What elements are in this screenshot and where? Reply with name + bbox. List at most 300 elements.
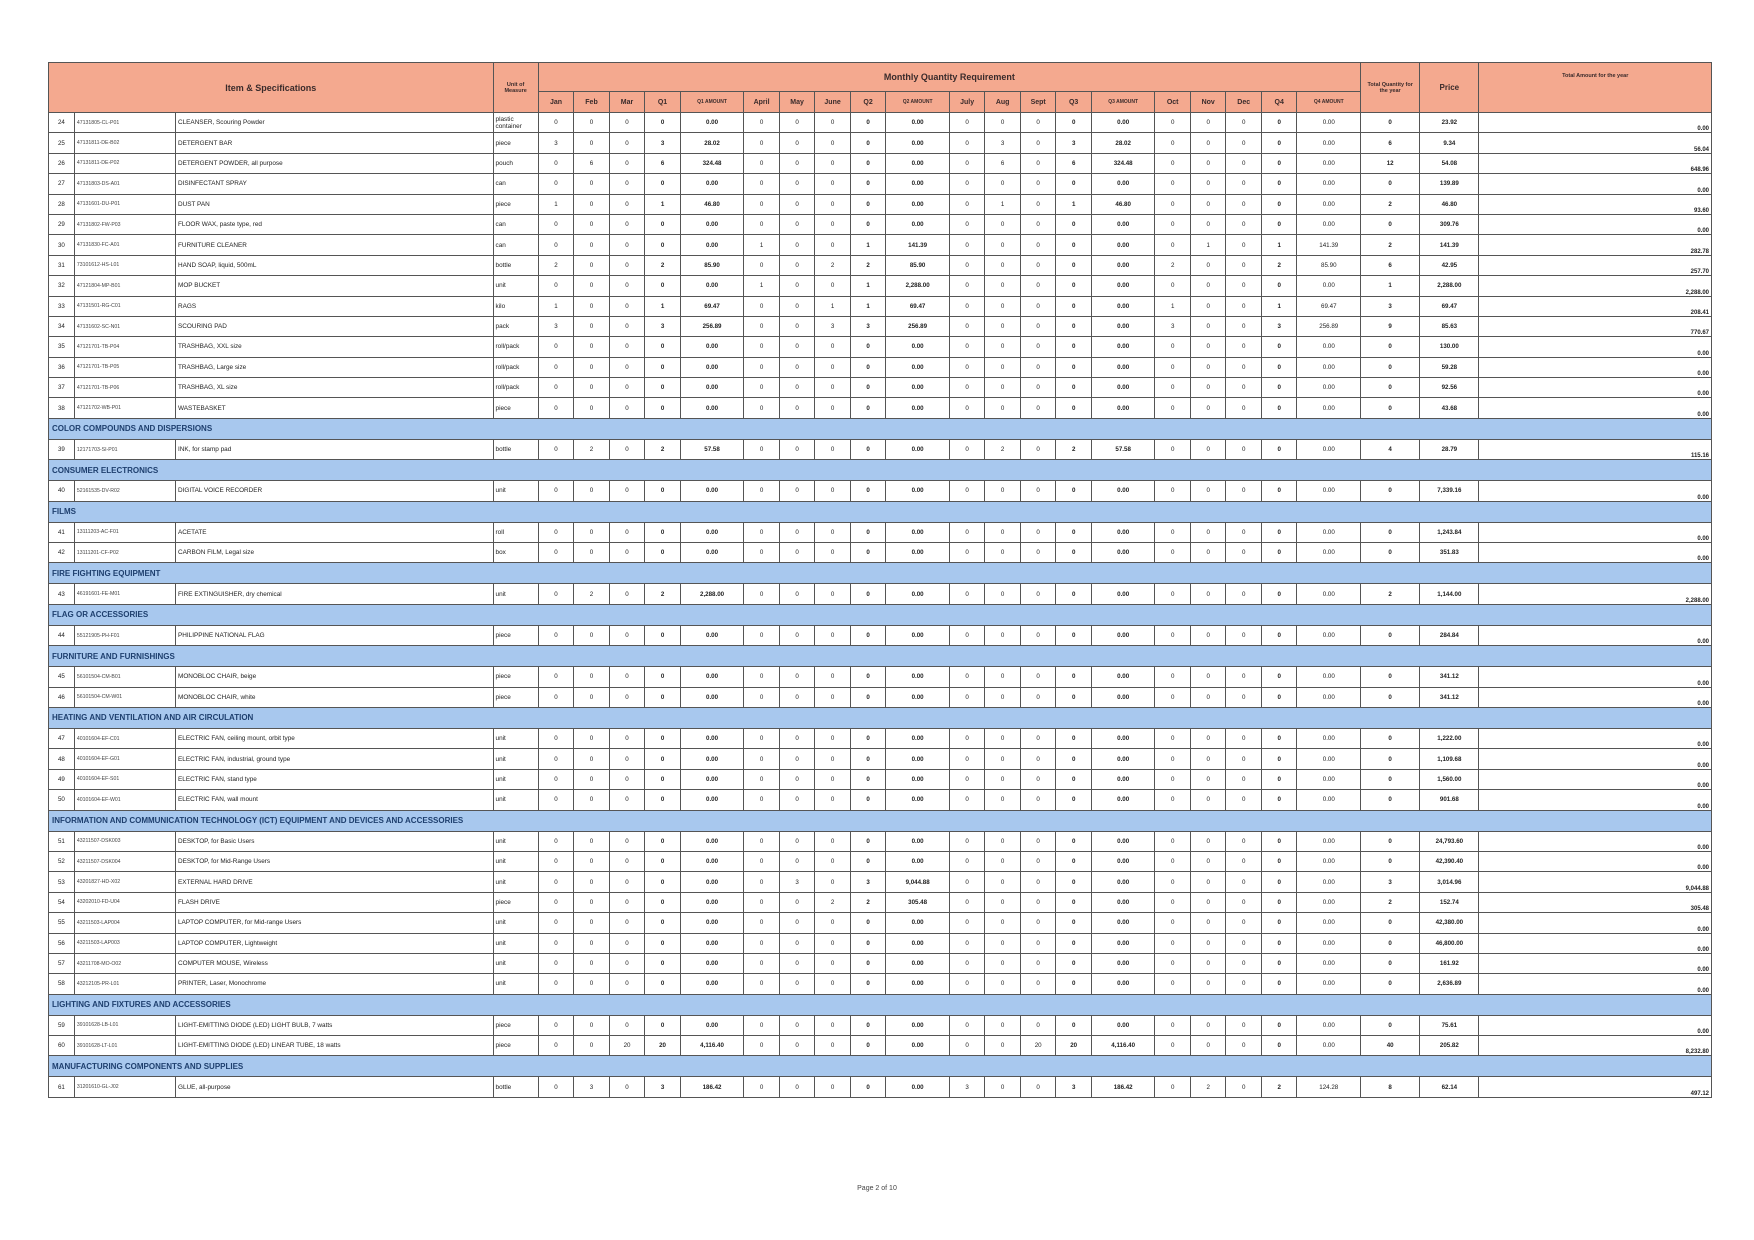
q1-amount: 0.00: [680, 174, 744, 194]
q3-month-2: 2: [985, 439, 1021, 459]
month-header-12: Sept: [1020, 92, 1056, 113]
q2-month-1: 1: [744, 276, 780, 296]
q2-month-1: 0: [744, 316, 780, 336]
q1-month-1: 1: [538, 194, 574, 214]
q3-month-3: 0: [1020, 1015, 1056, 1035]
q1-month-3: 0: [609, 913, 645, 933]
price: 46,800.00: [1420, 933, 1479, 953]
total-quantity: 0: [1361, 214, 1420, 234]
total-quantity: 0: [1361, 749, 1420, 769]
item-code: 47121701-TB-P06: [74, 378, 175, 398]
q1-amount: 0.00: [680, 728, 744, 748]
price: 42,390.40: [1420, 851, 1479, 871]
q4-month-2: 0: [1190, 584, 1226, 604]
q2-month-2: 0: [779, 687, 815, 707]
q3-total: 0: [1056, 316, 1092, 336]
total-amount: 0.00: [1479, 831, 1712, 851]
row-number: 45: [49, 667, 75, 687]
q1-month-1: 0: [538, 439, 574, 459]
row-number: 38: [49, 398, 75, 418]
q1-total: 0: [645, 357, 681, 377]
q4-total: 3: [1261, 316, 1297, 336]
q2-amount: 141.39: [886, 235, 950, 255]
q1-month-3: 0: [609, 214, 645, 234]
table-row: [49, 1015, 1712, 1035]
q3-total: 20: [1056, 1036, 1092, 1056]
q1-total: 0: [645, 872, 681, 892]
table-row: [49, 439, 1712, 459]
row-number: 24: [49, 113, 75, 133]
q4-month-3: 0: [1226, 276, 1262, 296]
q4-amount: 0.00: [1297, 913, 1361, 933]
q3-month-2: 0: [985, 913, 1021, 933]
q3-amount: 0.00: [1091, 749, 1155, 769]
q4-month-2: 0: [1190, 790, 1226, 810]
q3-month-1: 0: [949, 892, 985, 912]
q1-amount: 0.00: [680, 769, 744, 789]
category-label: INFORMATION AND COMMUNICATION TECHNOLOGY (ICT) EQUIPMENT AND DEVICES AND ACCESSORIES: [49, 810, 1712, 831]
category-row: [49, 994, 1712, 1015]
q2-month-1: 0: [744, 769, 780, 789]
q3-month-3: 0: [1020, 214, 1056, 234]
q1-month-3: 0: [609, 851, 645, 871]
q1-amount: 0.00: [680, 933, 744, 953]
total-quantity: 2: [1361, 892, 1420, 912]
q3-month-2: 0: [985, 255, 1021, 275]
unit-of-measure: unit: [493, 728, 538, 748]
category-row: [49, 646, 1712, 667]
table-row: [49, 337, 1712, 357]
item-code: 47121701-TB-P04: [74, 337, 175, 357]
q4-month-1: 0: [1155, 235, 1191, 255]
q1-month-2: 0: [574, 214, 610, 234]
q3-month-2: 0: [985, 1015, 1021, 1035]
price: 205.82: [1420, 1036, 1479, 1056]
q3-month-2: 0: [985, 933, 1021, 953]
q2-amount: 0.00: [886, 357, 950, 377]
total-quantity: 0: [1361, 974, 1420, 994]
q2-amount: 0.00: [886, 913, 950, 933]
q2-month-1: 0: [744, 687, 780, 707]
q1-month-2: 0: [574, 892, 610, 912]
q1-total: 0: [645, 398, 681, 418]
price: 309.76: [1420, 214, 1479, 234]
unit-of-measure: piece: [493, 398, 538, 418]
q2-month-3: 0: [815, 667, 851, 687]
table-row: [49, 543, 1712, 563]
q4-month-3: 0: [1226, 872, 1262, 892]
q2-month-2: 0: [779, 133, 815, 153]
q4-month-1: 0: [1155, 1015, 1191, 1035]
category-label: HEATING AND VENTILATION AND AIR CIRCULATION: [49, 707, 1712, 728]
total-quantity: 0: [1361, 831, 1420, 851]
q1-total: 0: [645, 749, 681, 769]
q2-month-2: 0: [779, 769, 815, 789]
q2-month-3: 2: [815, 255, 851, 275]
total-amount: 208.41: [1479, 296, 1712, 316]
price: 2,636.89: [1420, 974, 1479, 994]
q4-month-3: 0: [1226, 337, 1262, 357]
price: 28.79: [1420, 439, 1479, 459]
item-name: DUST PAN: [176, 194, 494, 214]
q3-total: 0: [1056, 953, 1092, 973]
q1-month-1: 0: [538, 851, 574, 871]
q2-month-2: 0: [779, 1015, 815, 1035]
price: 341.12: [1420, 687, 1479, 707]
total-amount: 0.00: [1479, 1015, 1712, 1035]
q2-total: 0: [850, 133, 886, 153]
q1-month-1: 0: [538, 1077, 574, 1097]
q3-total: 0: [1056, 255, 1092, 275]
q4-total: 0: [1261, 913, 1297, 933]
q1-month-1: 0: [538, 113, 574, 133]
q1-month-2: 0: [574, 481, 610, 501]
q2-month-3: 0: [815, 974, 851, 994]
item-code: 43211507-DSK004: [74, 851, 175, 871]
q4-total: 0: [1261, 133, 1297, 153]
q3-month-1: 0: [949, 872, 985, 892]
q1-month-3: 0: [609, 974, 645, 994]
unit-of-measure: kilo: [493, 296, 538, 316]
unit-of-measure: unit: [493, 913, 538, 933]
item-code: 43202010-FD-U04: [74, 892, 175, 912]
q2-total: 0: [850, 153, 886, 173]
q1-month-2: 0: [574, 357, 610, 377]
q4-month-3: 0: [1226, 584, 1262, 604]
price: 75.61: [1420, 1015, 1479, 1035]
q4-total: 0: [1261, 625, 1297, 645]
q1-amount: 57.58: [680, 439, 744, 459]
item-code: 40101604-EF-G01: [74, 749, 175, 769]
month-header-17: Dec: [1226, 92, 1262, 113]
unit-of-measure: piece: [493, 133, 538, 153]
item-name: HAND SOAP, liquid, 500mL: [176, 255, 494, 275]
q2-month-3: 0: [815, 625, 851, 645]
header-item-specs: Item & Specifications: [49, 63, 494, 113]
q4-month-1: 0: [1155, 790, 1191, 810]
q2-amount: 0.00: [886, 1036, 950, 1056]
table-row: [49, 235, 1712, 255]
q3-amount: 0.00: [1091, 276, 1155, 296]
q3-month-2: 0: [985, 1077, 1021, 1097]
q1-month-1: 0: [538, 214, 574, 234]
q3-month-2: 0: [985, 831, 1021, 851]
q4-month-2: 0: [1190, 276, 1226, 296]
q1-month-1: 0: [538, 481, 574, 501]
q2-month-1: 0: [744, 892, 780, 912]
q1-month-2: 3: [574, 1077, 610, 1097]
q4-total: 0: [1261, 481, 1297, 501]
month-header-15: Oct: [1155, 92, 1191, 113]
q1-month-2: 0: [574, 255, 610, 275]
item-name: DIGITAL VOICE RECORDER: [176, 481, 494, 501]
price: 24,793.60: [1420, 831, 1479, 851]
price: 92.56: [1420, 378, 1479, 398]
q1-month-1: 0: [538, 174, 574, 194]
q1-month-1: 0: [538, 974, 574, 994]
q1-amount: 0.00: [680, 398, 744, 418]
total-quantity: 0: [1361, 398, 1420, 418]
category-label: FURNITURE AND FURNISHINGS: [49, 646, 1712, 667]
q3-month-2: 0: [985, 296, 1021, 316]
q4-month-2: 0: [1190, 133, 1226, 153]
q3-amount: 0.00: [1091, 1015, 1155, 1035]
q4-month-3: 0: [1226, 790, 1262, 810]
total-quantity: 2: [1361, 584, 1420, 604]
q3-month-1: 0: [949, 584, 985, 604]
row-number: 43: [49, 584, 75, 604]
q2-amount: 0.00: [886, 769, 950, 789]
total-quantity: 0: [1361, 625, 1420, 645]
q4-total: 0: [1261, 1015, 1297, 1035]
q4-month-3: 0: [1226, 174, 1262, 194]
month-header-18: Q4: [1261, 92, 1297, 113]
q4-amount: 0.00: [1297, 625, 1361, 645]
q4-month-1: 0: [1155, 194, 1191, 214]
q4-total: 0: [1261, 749, 1297, 769]
q1-amount: 85.90: [680, 255, 744, 275]
q4-month-1: 0: [1155, 769, 1191, 789]
unit-of-measure: unit: [493, 790, 538, 810]
item-name: DETERGENT BAR: [176, 133, 494, 153]
q3-month-3: 0: [1020, 974, 1056, 994]
q3-month-2: 0: [985, 625, 1021, 645]
price: 2,288.00: [1420, 276, 1479, 296]
q2-month-3: 0: [815, 728, 851, 748]
q1-total: 2: [645, 439, 681, 459]
q4-month-2: 0: [1190, 316, 1226, 336]
q2-month-2: 0: [779, 892, 815, 912]
row-number: 48: [49, 749, 75, 769]
q1-month-1: 0: [538, 337, 574, 357]
unit-of-measure: unit: [493, 749, 538, 769]
q1-amount: 0.00: [680, 687, 744, 707]
q3-total: 0: [1056, 378, 1092, 398]
q2-amount: 0.00: [886, 749, 950, 769]
q2-month-3: 0: [815, 481, 851, 501]
q3-amount: 0.00: [1091, 235, 1155, 255]
q4-month-2: 0: [1190, 174, 1226, 194]
q3-amount: 0.00: [1091, 790, 1155, 810]
q3-amount: 0.00: [1091, 913, 1155, 933]
unit-of-measure: roll/pack: [493, 378, 538, 398]
q2-month-1: 0: [744, 584, 780, 604]
q3-month-3: 0: [1020, 357, 1056, 377]
q4-month-1: 0: [1155, 174, 1191, 194]
q3-amount: 57.58: [1091, 439, 1155, 459]
price: 42.95: [1420, 255, 1479, 275]
q3-month-2: 0: [985, 276, 1021, 296]
q1-amount: 0.00: [680, 625, 744, 645]
q3-total: 0: [1056, 522, 1092, 542]
q1-amount: 0.00: [680, 749, 744, 769]
q4-month-1: 0: [1155, 1036, 1191, 1056]
q4-month-3: 0: [1226, 378, 1262, 398]
q1-month-3: 0: [609, 749, 645, 769]
q2-month-3: 0: [815, 1077, 851, 1097]
q2-amount: 0.00: [886, 687, 950, 707]
item-name: FLOOR WAX, paste type, red: [176, 214, 494, 234]
q2-month-3: 0: [815, 687, 851, 707]
q3-amount: 0.00: [1091, 522, 1155, 542]
q4-month-2: 0: [1190, 667, 1226, 687]
table-row: [49, 831, 1712, 851]
q2-month-1: 0: [744, 625, 780, 645]
q2-amount: 0.00: [886, 153, 950, 173]
total-amount: 0.00: [1479, 481, 1712, 501]
q3-month-1: 0: [949, 933, 985, 953]
q2-month-2: 0: [779, 174, 815, 194]
q4-month-2: 0: [1190, 851, 1226, 871]
q1-month-2: 0: [574, 749, 610, 769]
q1-amount: 28.02: [680, 133, 744, 153]
item-name: INK, for stamp pad: [176, 439, 494, 459]
category-row: [49, 460, 1712, 481]
q4-month-2: 0: [1190, 872, 1226, 892]
q2-amount: 0.00: [886, 481, 950, 501]
q4-total: 0: [1261, 790, 1297, 810]
q1-amount: 4,116.40: [680, 1036, 744, 1056]
total-amount: 282.78: [1479, 235, 1712, 255]
q3-month-1: 0: [949, 831, 985, 851]
table-row: [49, 872, 1712, 892]
q2-month-2: 0: [779, 276, 815, 296]
item-code: 43211708-MO-O02: [74, 953, 175, 973]
q4-month-3: 0: [1226, 667, 1262, 687]
q2-month-1: 0: [744, 543, 780, 563]
item-code: 13111203-AC-F01: [74, 522, 175, 542]
q2-month-2: 0: [779, 913, 815, 933]
q1-month-2: 2: [574, 439, 610, 459]
q2-month-3: 0: [815, 831, 851, 851]
q4-month-2: 0: [1190, 892, 1226, 912]
q4-total: 0: [1261, 522, 1297, 542]
q3-amount: 0.00: [1091, 687, 1155, 707]
q4-total: 0: [1261, 194, 1297, 214]
q3-amount: 0.00: [1091, 296, 1155, 316]
q1-month-1: 0: [538, 892, 574, 912]
q4-month-1: 0: [1155, 522, 1191, 542]
q4-month-3: 0: [1226, 933, 1262, 953]
row-number: 42: [49, 543, 75, 563]
q1-month-1: 0: [538, 667, 574, 687]
q1-amount: 0.00: [680, 892, 744, 912]
q1-total: 0: [645, 913, 681, 933]
q2-total: 0: [850, 337, 886, 357]
q4-month-1: 0: [1155, 1077, 1191, 1097]
q3-amount: 0.00: [1091, 316, 1155, 336]
row-number: 32: [49, 276, 75, 296]
q2-total: 0: [850, 728, 886, 748]
q3-month-2: 0: [985, 316, 1021, 336]
q2-month-1: 0: [744, 749, 780, 769]
q1-month-2: 0: [574, 1036, 610, 1056]
q3-amount: 0.00: [1091, 851, 1155, 871]
item-name: DESKTOP, for Basic Users: [176, 831, 494, 851]
row-number: 57: [49, 953, 75, 973]
q3-amount: 0.00: [1091, 255, 1155, 275]
q3-amount: 0.00: [1091, 174, 1155, 194]
q1-month-1: 0: [538, 769, 574, 789]
q4-month-3: 0: [1226, 439, 1262, 459]
q1-month-1: 0: [538, 953, 574, 973]
q3-month-3: 0: [1020, 769, 1056, 789]
q1-month-3: 0: [609, 790, 645, 810]
q2-month-3: 0: [815, 872, 851, 892]
table-row: [49, 113, 1712, 133]
q3-amount: 0.00: [1091, 728, 1155, 748]
category-label: MANUFACTURING COMPONENTS AND SUPPLIES: [49, 1056, 1712, 1077]
q3-month-1: 0: [949, 439, 985, 459]
q4-month-1: 0: [1155, 749, 1191, 769]
item-code: 46191601-FE-M01: [74, 584, 175, 604]
q3-month-2: 0: [985, 357, 1021, 377]
price: 42,380.00: [1420, 913, 1479, 933]
unit-of-measure: piece: [493, 625, 538, 645]
q1-month-3: 0: [609, 1015, 645, 1035]
q4-month-2: 0: [1190, 1015, 1226, 1035]
row-number: 40: [49, 481, 75, 501]
unit-of-measure: can: [493, 235, 538, 255]
price: 901.68: [1420, 790, 1479, 810]
total-quantity: 2: [1361, 235, 1420, 255]
q3-amount: 0.00: [1091, 113, 1155, 133]
q2-month-2: 0: [779, 235, 815, 255]
q4-amount: 0.00: [1297, 357, 1361, 377]
total-amount: 93.60: [1479, 194, 1712, 214]
item-name: TRASHBAG, XL size: [176, 378, 494, 398]
q1-month-2: 0: [574, 667, 610, 687]
table-row: [49, 584, 1712, 604]
q3-month-2: 0: [985, 1036, 1021, 1056]
q4-month-2: 0: [1190, 113, 1226, 133]
q4-amount: 0.00: [1297, 667, 1361, 687]
q4-amount: 0.00: [1297, 749, 1361, 769]
q4-month-3: 0: [1226, 851, 1262, 871]
item-name: ACETATE: [176, 522, 494, 542]
q4-total: 0: [1261, 398, 1297, 418]
q4-total: 0: [1261, 872, 1297, 892]
q4-month-1: 2: [1155, 255, 1191, 275]
q4-month-2: 0: [1190, 398, 1226, 418]
category-label: FIRE FIGHTING EQUIPMENT: [49, 563, 1712, 584]
table-row: [49, 398, 1712, 418]
q4-month-3: 0: [1226, 913, 1262, 933]
row-number: 25: [49, 133, 75, 153]
q4-month-2: 0: [1190, 153, 1226, 173]
q3-amount: 0.00: [1091, 831, 1155, 851]
q1-total: 0: [645, 892, 681, 912]
q4-amount: 0.00: [1297, 378, 1361, 398]
q1-total: 0: [645, 174, 681, 194]
q1-amount: 0.00: [680, 953, 744, 973]
item-name: LAPTOP COMPUTER, Lightweight: [176, 933, 494, 953]
row-number: 52: [49, 851, 75, 871]
month-header-8: Q2: [850, 92, 886, 113]
month-header-14: Q3 AMOUNT: [1091, 92, 1155, 113]
q1-total: 3: [645, 316, 681, 336]
total-amount: 0.00: [1479, 769, 1712, 789]
q4-month-3: 0: [1226, 398, 1262, 418]
q4-month-1: 0: [1155, 831, 1191, 851]
q4-total: 0: [1261, 584, 1297, 604]
q4-month-2: 0: [1190, 953, 1226, 973]
price: 23.92: [1420, 113, 1479, 133]
q2-amount: 0.00: [886, 214, 950, 234]
header-price: Price: [1420, 63, 1479, 113]
q2-month-2: 3: [779, 872, 815, 892]
q3-total: 0: [1056, 235, 1092, 255]
